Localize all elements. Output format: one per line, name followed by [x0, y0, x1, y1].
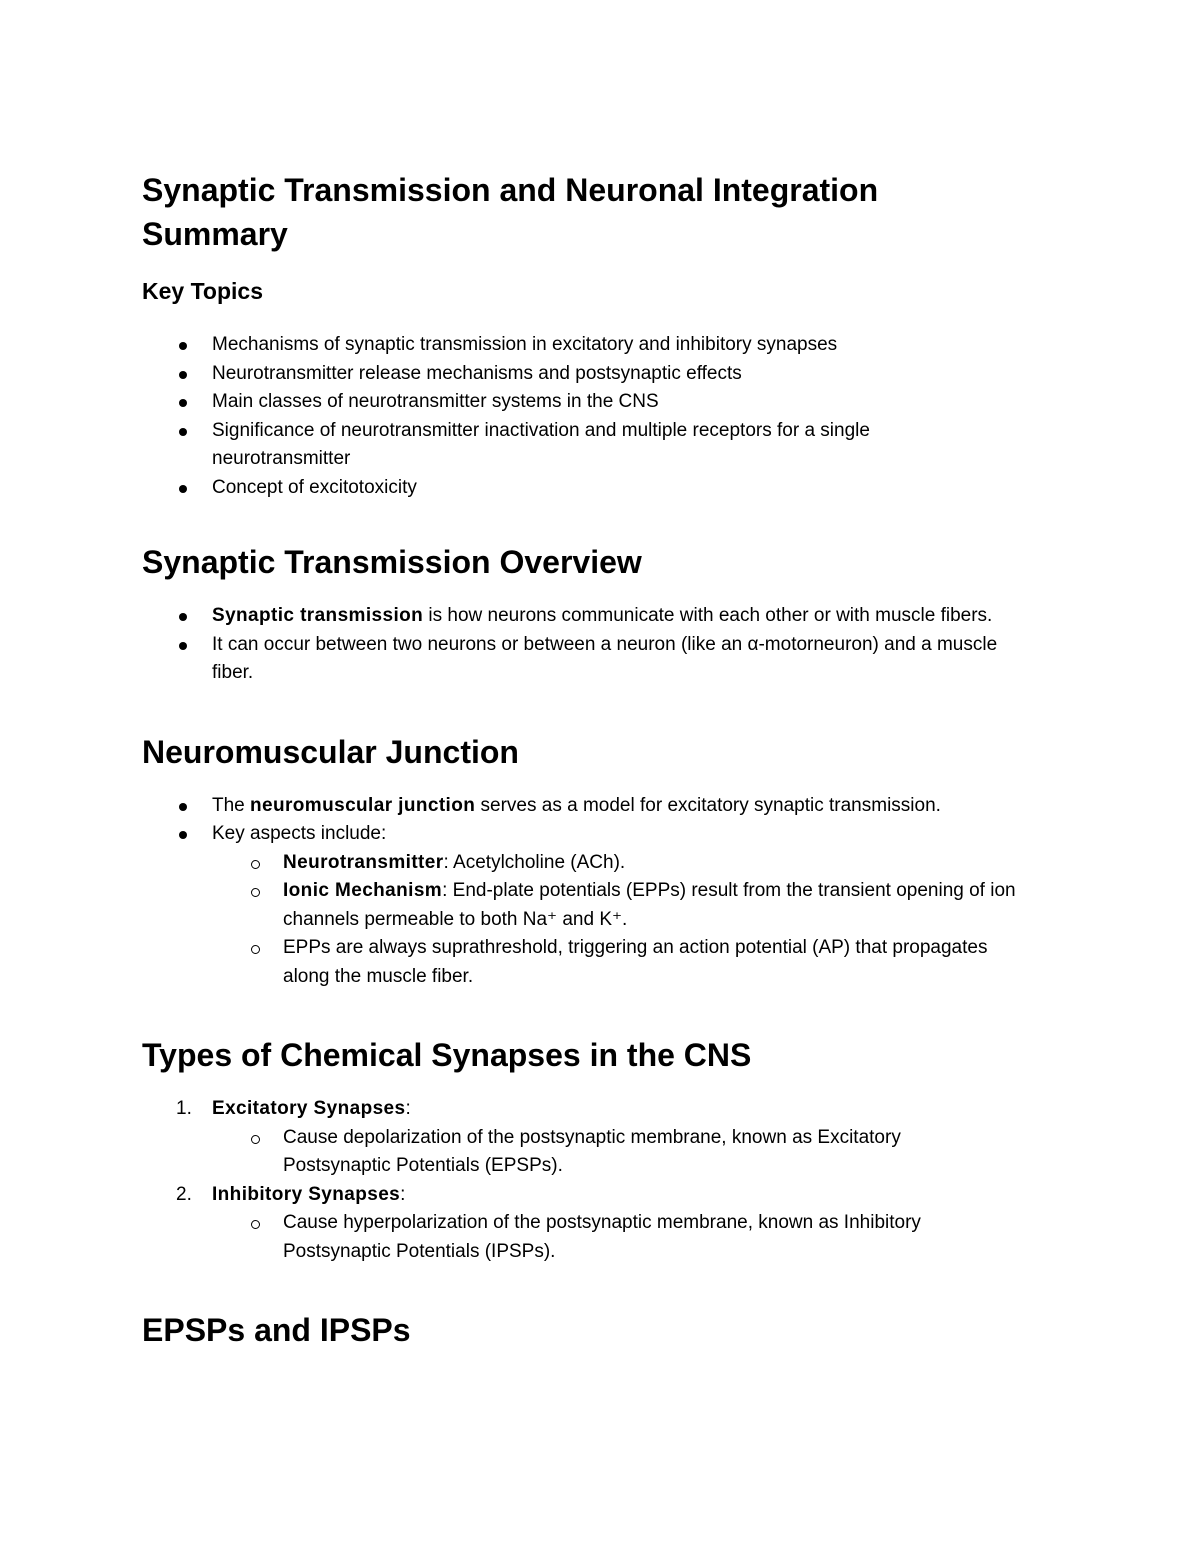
types-heading: Types of Chemical Synapses in the CNS [142, 1037, 752, 1073]
nmj-heading: Neuromuscular Junction [142, 733, 519, 770]
list-item: Key aspects include: [142, 820, 1062, 849]
sub-list-item: Ionic Mechanism: End-plate potentials (EPPs) result from the transient opening of ion channels permeable to both Na⁺ and K⁺. [142, 877, 1063, 934]
bullet-icon [179, 428, 187, 436]
circle-bullet-icon [251, 945, 260, 954]
circle-bullet-icon [251, 1135, 260, 1144]
overview-heading: Synaptic Transmission Overview [142, 544, 642, 580]
bullet-icon [179, 485, 187, 493]
list-item: Neurotransmitter release mechanisms and postsynaptic effects [142, 360, 1062, 389]
overview-list [142, 602, 1062, 688]
list-item: It can occur between two neurons or between a neuron (like an α-motorneuron) and a muscle fiber. [142, 631, 1012, 688]
list-item: The neuromuscular junction serves as a model for excitatory synaptic transmission. [142, 792, 1062, 821]
list-item: Synaptic transmission is how neurons communicate with each other or with muscle fibers. [142, 602, 1012, 631]
key-topics-heading: Key Topics [142, 278, 263, 304]
bullet-icon [179, 399, 187, 407]
bullet-icon [179, 342, 187, 350]
list-item: Mechanisms of synaptic transmission in excitatory and inhibitory synapses [142, 331, 1062, 360]
types-list [142, 1095, 1062, 1266]
list-item: 1. Excitatory Synapses: [142, 1095, 1062, 1124]
epsps-heading: EPSPs and IPSPs [142, 1312, 411, 1348]
sub-list-item: Cause hyperpolarization of the postsynaptic membrane, known as Inhibitory Postsynaptic Potentials (IPSPs). [142, 1209, 1023, 1266]
list-item: 2. Inhibitory Synapses: [142, 1181, 1062, 1210]
bullet-icon [179, 803, 187, 811]
circle-bullet-icon [251, 888, 260, 897]
list-item: Significance of neurotransmitter inactivation and multiple receptors for a single neurotransmitter [142, 417, 912, 474]
document-title: Synaptic Transmission and Neuronal Integration Summary [142, 172, 879, 252]
list-number: 2. [176, 1183, 192, 1205]
key-topics-list [142, 331, 1062, 502]
circle-bullet-icon [251, 860, 260, 869]
bullet-icon [179, 613, 187, 621]
nmj-list [142, 792, 1062, 992]
circle-bullet-icon [251, 1220, 260, 1229]
bullet-icon [179, 371, 187, 379]
sub-list-item: Cause depolarization of the postsynaptic membrane, known as Excitatory Postsynaptic Potentials (EPSPs). [142, 1124, 1013, 1181]
list-number: 1. [176, 1098, 192, 1119]
list-item: Concept of excitotoxicity [142, 474, 1062, 503]
sub-list-item: Neurotransmitter: Acetylcholine (ACh). [142, 849, 1062, 878]
document-content [142, 168, 1062, 1350]
bullet-icon [179, 831, 187, 839]
sub-list-item: EPPs are always suprathreshold, triggering an action potential (AP) that propagates along the muscle fiber. [142, 934, 1003, 991]
list-item: Main classes of neurotransmitter systems in the CNS [142, 388, 1062, 417]
bullet-icon [179, 642, 187, 650]
